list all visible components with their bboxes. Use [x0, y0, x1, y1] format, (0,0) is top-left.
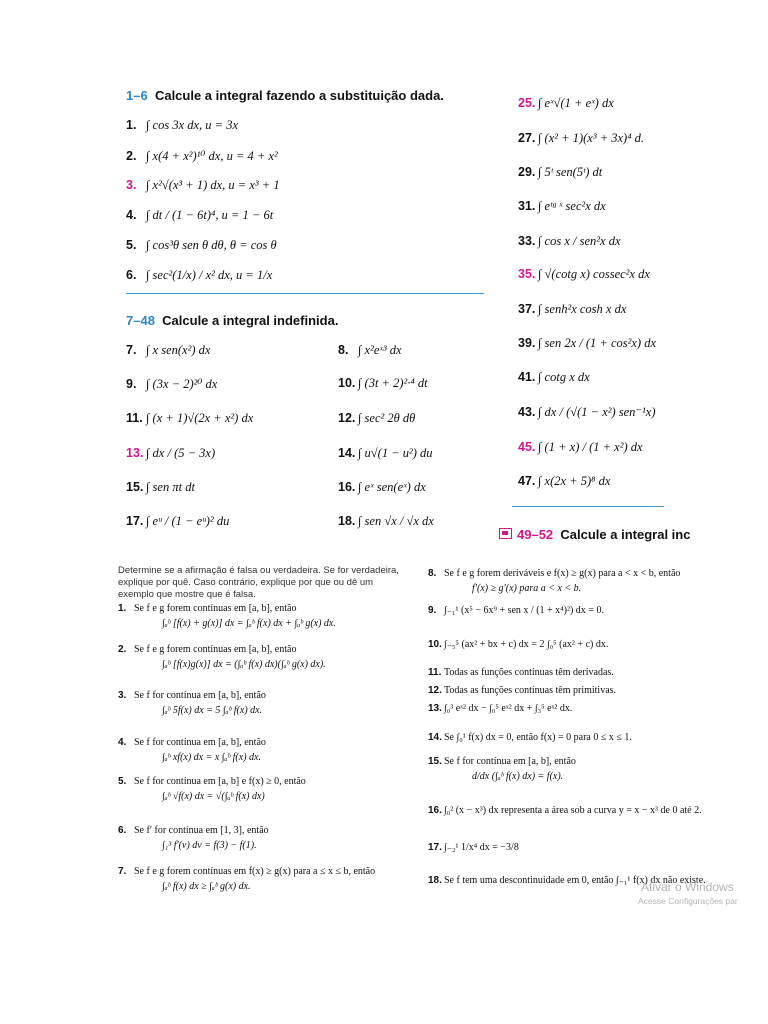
exercise-expression: ∫ dx / (5 − 3x)	[146, 446, 216, 460]
truefalse-number: 3.	[118, 690, 127, 701]
exercise-item	[518, 404, 656, 420]
exercise-number: 41.	[518, 370, 536, 384]
truefalse-statement: Se f for contínua em [a, b], então	[134, 690, 266, 701]
exercise-item	[338, 446, 433, 461]
exercise-item	[518, 267, 650, 282]
section-a-title: Calcule a integral fazendo a substituição dada.	[154, 88, 444, 103]
exercise-expression: ∫ x²eˣ³ dx	[358, 343, 402, 357]
exercise-expression: ∫ √(cotg x) cossec²x dx	[538, 267, 650, 281]
exercise-expression: ∫ x(4 + x²)¹⁰ dx, u = 4 + x²	[146, 149, 278, 163]
exercise-number: 27.	[518, 131, 536, 145]
truefalse-statement: Se f for contínua em [a, b], então	[444, 756, 576, 767]
exercise-item	[126, 411, 253, 426]
exercise-number: 39.	[518, 336, 536, 350]
exercise-number: 11.	[126, 411, 143, 425]
divider-b	[512, 506, 664, 507]
exercise-number: 33.	[518, 234, 536, 248]
section-a-heading	[126, 88, 444, 104]
exercise-item	[518, 440, 643, 455]
exercise-item	[338, 514, 434, 529]
exercise-number: 47.	[518, 474, 536, 488]
truefalse-statement: Se f e g forem contínuas em [a, b], então	[134, 644, 297, 655]
truefalse-number: 14.	[428, 732, 442, 743]
exercise-expression: ∫ (3x − 2)²⁰ dx	[146, 377, 218, 391]
truefalse-number: 12.	[428, 685, 442, 696]
truefalse-number: 11.	[428, 667, 442, 678]
truefalse-formula: d/dx (∫ₐᵇ f(x) dx) = f(x).	[472, 771, 564, 782]
section-c-range: 49–52	[517, 527, 554, 542]
truefalse-item	[428, 685, 738, 696]
exercise-item	[126, 514, 229, 529]
exercise-item	[518, 234, 621, 249]
truefalse-item	[118, 603, 408, 629]
truefalse-formula: ∫ₐᵇ [f(x) + g(x)] dx = ∫ₐᵇ f(x) dx + ∫ₐᵇ g(x) dx.	[162, 618, 336, 629]
truefalse-statement: ∫₀³ eˣ² dx − ∫₀⁵ eˣ² dx + ∫₃⁵ eˣ² dx.	[444, 703, 573, 714]
truefalse-statement: Todas as funções contínuas têm derivadas.	[444, 667, 614, 678]
exercise-expression: ∫ senh²x cosh x dx	[538, 302, 627, 316]
truefalse-item	[118, 866, 408, 892]
truefalse-number: 16.	[428, 805, 442, 816]
truefalse-number: 8.	[428, 568, 437, 579]
truefalse-number: 9.	[428, 605, 437, 616]
truefalse-number: 10.	[428, 639, 442, 650]
exercise-item	[518, 302, 626, 317]
truefalse-item	[428, 605, 738, 616]
truefalse-item	[118, 825, 408, 851]
truefalse-item	[118, 737, 408, 763]
truefalse-formula: f′(x) ≥ g′(x) para a < x < b.	[472, 583, 582, 594]
truefalse-statement: ∫₋₁¹ (x⁵ − 6x⁹ + sen x / (1 + x⁴)²) dx = 0.	[444, 605, 604, 616]
truefalse-item	[118, 776, 408, 802]
flag-icon	[499, 528, 512, 539]
exercise-number: 6.	[126, 268, 137, 282]
exercise-item	[518, 131, 644, 146]
truefalse-item	[428, 703, 738, 714]
truefalse-item	[428, 756, 738, 782]
exercise-number: 8.	[338, 343, 349, 357]
exercise-expression: ∫ x²√(x³ + 1) dx, u = x³ + 1	[146, 178, 280, 192]
truefalse-number: 17.	[428, 842, 442, 853]
exercise-expression: ∫ eᵘ / (1 − eᵘ)² du	[146, 514, 230, 528]
exercise-item	[518, 96, 614, 111]
truefalse-statement: ∫₋₅⁵ (ax² + bx + c) dx = 2 ∫₀⁵ (ax² + c) dx.	[444, 639, 609, 650]
exercise-number: 7.	[126, 343, 137, 357]
truefalse-statement: ∫₋₂¹ 1/x⁴ dx = −3/8	[444, 842, 519, 853]
exercise-number: 5.	[126, 238, 137, 252]
truefalse-number: 4.	[118, 737, 127, 748]
section-b-title: Calcule a integral indefinida.	[162, 313, 339, 328]
section-c-heading	[517, 527, 690, 543]
truefalse-formula: ∫ₐᵇ xf(x) dx = x ∫ₐᵇ f(x) dx.	[162, 752, 261, 763]
exercise-item	[126, 268, 272, 283]
exercise-expression: ∫ sen 2x / (1 + cos²x) dx	[538, 336, 656, 350]
activation-watermark-subtitle: Acesse Configurações par	[638, 896, 738, 906]
truefalse-item	[428, 639, 738, 650]
truefalse-formula: ∫ₐᵇ [f(x)g(x)] dx = (∫ₐᵇ f(x) dx)(∫ₐᵇ g(x) dx).	[162, 659, 326, 670]
section-c-title: Calcule a integral inc	[560, 527, 691, 542]
truefalse-item	[428, 805, 738, 816]
exercise-number: 35.	[518, 267, 536, 281]
exercise-expression: ∫ cos x / sen²x dx	[538, 234, 621, 248]
exercise-expression: ∫ cos 3x dx, u = 3x	[146, 118, 239, 132]
activation-watermark-title: Ativar o Windows	[641, 880, 734, 894]
exercise-expression: ∫ eᵗᵍ ˣ sec²x dx	[538, 199, 606, 213]
exercise-expression: ∫ eˣ sen(eˣ) dx	[358, 480, 426, 494]
exercise-expression: ∫ x sen(x²) dx	[146, 343, 211, 357]
section-b-heading	[126, 313, 338, 329]
exercise-number: 1.	[126, 118, 137, 132]
exercise-item	[518, 474, 610, 489]
truefalse-statement: Se f′ for contínua em [1, 3], então	[134, 825, 269, 836]
truefalse-item	[118, 690, 408, 716]
exercise-item	[518, 370, 590, 385]
truefalse-number: 15.	[428, 756, 442, 767]
divider-a	[126, 293, 484, 294]
exercise-number: 4.	[126, 208, 137, 222]
exercise-item	[338, 480, 426, 495]
truefalse-statement: Se f tem uma descontinuidade em 0, então ∫₋₁¹ f(x) dx não existe.	[444, 875, 706, 886]
truefalse-item	[428, 732, 738, 743]
exercise-expression: ∫ sen √x / √x dx	[358, 514, 434, 528]
exercise-number: 15.	[126, 480, 144, 494]
exercise-item	[518, 336, 656, 351]
exercise-number: 10.	[338, 376, 356, 390]
exercise-item	[126, 208, 273, 223]
exercise-number: 43.	[518, 405, 536, 419]
exercise-number: 3.	[126, 178, 137, 192]
exercise-item	[518, 199, 606, 214]
exercise-item	[518, 165, 602, 180]
truefalse-number: 1.	[118, 603, 127, 614]
exercise-number: 17.	[126, 514, 144, 528]
truefalse-statement: ∫₀² (x − x³) dx representa a área sob a curva y = x − x³ de 0 até 2.	[444, 805, 702, 816]
truefalse-formula: ∫ₐᵇ √f(x) dx = √(∫ₐᵇ f(x) dx)	[162, 791, 265, 802]
truefalse-item	[428, 842, 738, 853]
exercise-number: 14.	[338, 446, 356, 460]
exercise-expression: ∫ u√(1 − u²) du	[358, 446, 433, 460]
truefalse-item	[428, 568, 738, 594]
truefalse-formula: ∫₁³ f′(v) dv = f(3) − f(1).	[162, 840, 257, 851]
truefalse-formula: ∫ₐᵇ 5f(x) dx = 5 ∫ₐᵇ f(x) dx.	[162, 705, 263, 716]
exercise-expression: ∫ dx / (√(1 − x²) sen⁻¹x)	[538, 405, 656, 419]
truefalse-number: 13.	[428, 703, 442, 714]
section-b-range: 7–48	[126, 313, 155, 328]
truefalse-item	[428, 667, 738, 678]
exercise-expression: ∫ sec² 2θ dθ	[358, 411, 416, 425]
truefalse-statement: Se ∫₀¹ f(x) dx = 0, então f(x) = 0 para 0 ≤ x ≤ 1.	[444, 732, 632, 743]
exercise-expression: ∫ cos³θ sen θ dθ, θ = cos θ	[146, 238, 277, 252]
exercise-number: 13.	[126, 446, 144, 460]
truefalse-statement: Todas as funções contínuas têm primitivas.	[444, 685, 617, 696]
truefalse-formula: ∫ₐᵇ f(x) dx ≥ ∫ₐᵇ g(x) dx.	[162, 881, 251, 892]
exercise-number: 45.	[518, 440, 536, 454]
exercise-expression: ∫ (3t + 2)²·⁴ dt	[358, 376, 428, 390]
exercise-expression: ∫ (x + 1)√(2x + x²) dx	[146, 411, 254, 425]
exercise-number: 37.	[518, 302, 536, 316]
exercise-number: 2.	[126, 149, 137, 163]
exercise-expression: ∫ eˣ√(1 + eˣ) dx	[538, 96, 614, 110]
exercise-number: 29.	[518, 165, 536, 179]
exercise-item	[126, 480, 195, 495]
exercise-item	[126, 238, 277, 253]
exercise-item	[126, 148, 278, 164]
truefalse-number: 18.	[428, 875, 442, 886]
exercise-number: 18.	[338, 514, 356, 528]
exercise-expression: ∫ dt / (1 − 6t)⁴, u = 1 − 6t	[146, 208, 274, 222]
exercise-number: 9.	[126, 377, 137, 391]
exercise-item	[126, 376, 217, 392]
exercise-number: 16.	[338, 480, 356, 494]
truefalse-number: 5.	[118, 776, 127, 787]
exercise-expression: ∫ x(2x + 5)⁸ dx	[538, 474, 611, 488]
exercise-number: 25.	[518, 96, 536, 110]
truefalse-statement: Se f e g forem contínuas em [a, b], então	[134, 603, 297, 614]
section-a-range: 1–6	[126, 88, 148, 103]
exercise-item	[126, 446, 215, 461]
truefalse-statement: Se f e g forem deriváveis e f(x) ≥ g(x) para a < x < b, então	[444, 568, 681, 579]
exercise-expression: ∫ cotg x dx	[538, 370, 590, 384]
truefalse-number: 6.	[118, 825, 127, 836]
truefalse-number: 2.	[118, 644, 127, 655]
exercise-expression: ∫ sec²(1/x) / x² dx, u = 1/x	[146, 268, 273, 282]
truefalse-intro: Determine se a afirmação é falsa ou verdadeira. Se for verdadeira, explique por quê. Caso contrário, explique por que ou dê um exemplo que mostre que é falsa.	[118, 565, 399, 600]
exercise-item	[338, 411, 415, 426]
exercise-number: 31.	[518, 199, 536, 213]
truefalse-number: 7.	[118, 866, 127, 877]
exercise-expression: ∫ sen πt dt	[146, 480, 195, 494]
truefalse-item	[118, 644, 408, 670]
exercise-item	[338, 376, 428, 391]
exercise-item	[338, 343, 402, 358]
exercise-item	[126, 178, 280, 193]
exercise-expression: ∫ 5ᵗ sen(5ᵗ) dt	[538, 165, 603, 179]
truefalse-statement: Se f e g forem contínuas em f(x) ≥ g(x) para a ≤ x ≤ b, então	[134, 866, 376, 877]
exercise-number: 12.	[338, 411, 356, 425]
truefalse-statement: Se f for contínua em [a, b], então	[134, 737, 266, 748]
exercise-expression: ∫ (x² + 1)(x³ + 3x)⁴ d.	[538, 131, 645, 145]
exercise-expression: ∫ (1 + x) / (1 + x²) dx	[538, 440, 643, 454]
truefalse-statement: Se f for contínua em [a, b] e f(x) ≥ 0, então	[134, 776, 306, 787]
exercise-item	[126, 343, 210, 358]
exercise-item	[126, 118, 238, 133]
